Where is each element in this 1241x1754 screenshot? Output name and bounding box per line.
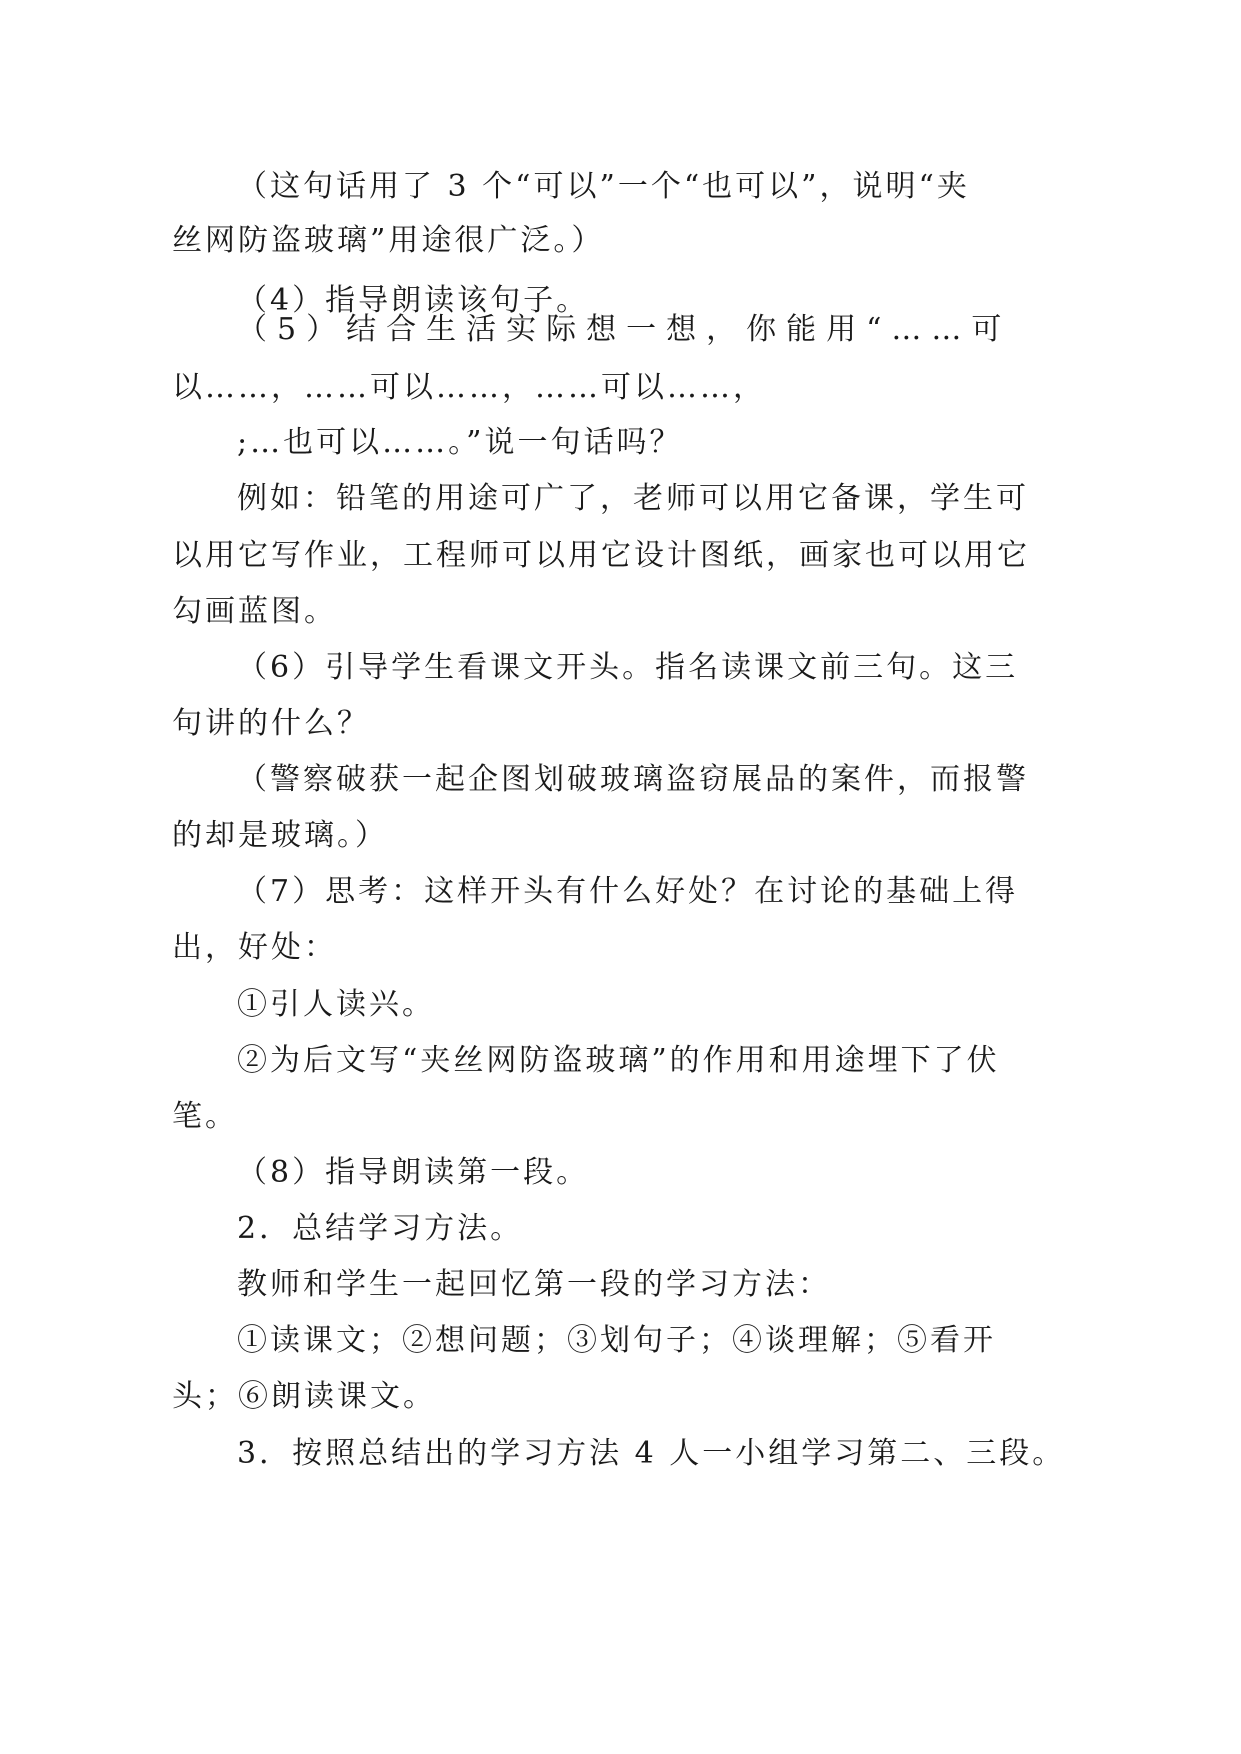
text-line: 头；⑥朗读课文。 <box>172 1379 436 1414</box>
text-line: 以用它写作业，工程师可以用它设计图纸，画家也可以用它 <box>172 538 1030 573</box>
text-line: ①读课文；②想问题；③划句子；④谈理解；⑤看开 <box>237 1323 996 1358</box>
text-line: 教师和学生一起回忆第一段的学习方法： <box>237 1267 831 1302</box>
text-line: ①引人读兴。 <box>237 987 435 1022</box>
text-line: 勾画蓝图。 <box>172 594 337 629</box>
text-line: 以……，……可以……，……可以……， <box>172 370 766 405</box>
text-line: 出，好处： <box>172 930 337 965</box>
text-line: （警察破获一起企图划破玻璃盗窃展品的案件，而报警 <box>237 762 1029 797</box>
text-line: ②为后文写“夹丝网防盗玻璃”的作用和用途埋下了伏 <box>237 1043 1000 1078</box>
text-line: 笔。 <box>172 1099 238 1134</box>
text-line: （8）指导朗读第一段。 <box>237 1155 590 1190</box>
text-line: （7）思考：这样开头有什么好处？在讨论的基础上得 <box>237 874 1019 909</box>
text-line: 3．按照总结出的学习方法 4 人一小组学习第二、三段。 <box>237 1436 1066 1471</box>
text-line: （5）结合生活实际想一想，你能用“……可 <box>237 312 1012 347</box>
text-line: （4）指导朗读该句子。 <box>237 283 590 318</box>
text-line: 丝网防盗玻璃”用途很广泛。） <box>172 223 605 258</box>
text-line: 的却是玻璃。） <box>172 818 388 853</box>
text-line: （6）引导学生看课文开头。指名读课文前三句。这三 <box>237 650 1019 685</box>
text-line: 句讲的什么？ <box>172 706 370 741</box>
text-line: 例如：铅笔的用途可广了，老师可以用它备课，学生可 <box>237 481 1029 516</box>
text-line: ;…也可以……。”说一句话吗？ <box>237 425 683 460</box>
text-line: （这句话用了 3 个“可以”一个“也可以”，说明“夹 <box>237 169 970 204</box>
text-line: 2．总结学习方法。 <box>237 1211 524 1246</box>
